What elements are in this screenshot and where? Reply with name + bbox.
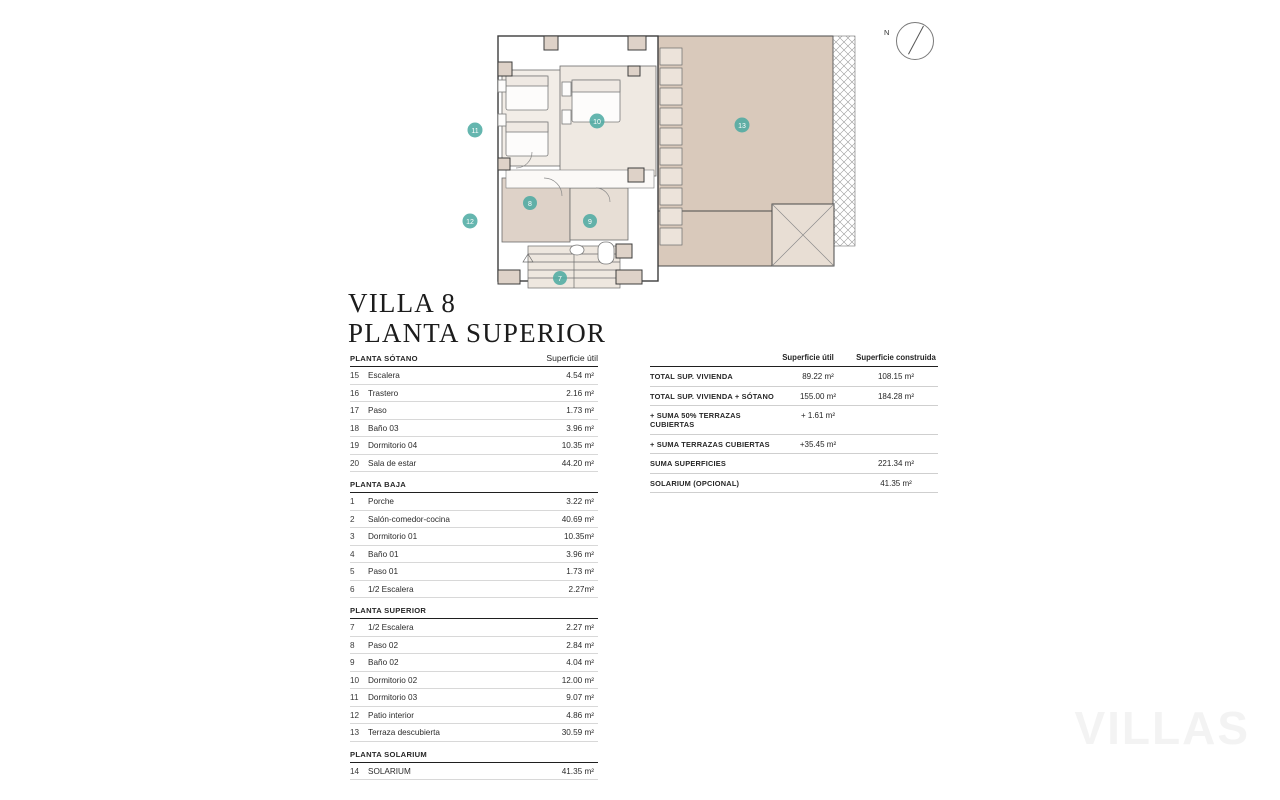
row-number: 9 [350,658,355,667]
table-row [350,763,598,781]
page-title [348,288,606,348]
totals-row-label: + SUMA TERRAZAS CUBIERTAS [650,439,770,449]
row-number: 13 [350,728,360,737]
row-label: Paso 02 [368,640,399,650]
table-row [350,672,598,690]
section-planta-solarium-rows [350,763,598,781]
totals-row-built: 41.35 m² [880,478,912,488]
totals-row-label: TOTAL SUP. VIVIENDA + SÓTANO [650,391,774,401]
row-label: Escalera [368,371,400,380]
svg-text:9: 9 [588,219,592,226]
svg-text:7: 7 [558,276,562,283]
row-label: Baño 01 [368,549,399,559]
row-number: 6 [350,584,355,594]
schedule-header-row [350,353,598,367]
svg-text:11: 11 [471,128,479,135]
row-label: Terraza descubierta [368,728,440,737]
table-row [350,402,598,420]
totals-row-useful: + 1.61 m² [800,411,835,420]
row-value: 2.27 m² [566,623,594,632]
row-label: Dormitorio 02 [368,675,418,685]
surface-schedule-table [350,353,598,780]
row-value: 44.20 m² [561,458,594,468]
totals-row-useful: +35.45 m² [799,439,837,449]
table-row [350,420,598,438]
section-title: PLANTA SOLARIUM [350,749,428,759]
totals-row-label: TOTAL SUP. VIVIENDA [650,372,733,381]
svg-text:13: 13 [738,123,746,130]
table-row [350,437,598,455]
row-value: 30.59 m² [561,728,594,737]
totals-row-useful: 155.00 m² [799,391,837,401]
row-value: 4.04 m² [566,658,594,667]
row-number: 3 [350,532,355,541]
section-sotano-rows [350,367,598,472]
row-value: 9.07 m² [566,693,594,702]
section-title: PLANTA SUPERIOR [350,606,427,615]
floor-plan-drawing [420,18,880,303]
totals-row [650,435,938,455]
compass-north-label: N [884,28,890,37]
section-planta-baja-rows [350,493,598,598]
row-number: 4 [350,549,355,559]
table-row [350,654,598,672]
table-row [350,493,598,511]
row-value: 10.35m² [563,532,594,541]
row-label: Baño 03 [368,423,399,433]
table-row [350,385,598,403]
totals-row [650,387,938,407]
row-number: 14 [350,766,360,776]
row-label: SOLARIUM [368,766,411,776]
table-row [350,619,598,637]
totals-header-useful: Superficie útil [782,353,834,362]
totals-row [650,367,938,387]
title-floor: PLANTA SUPERIOR [348,318,607,348]
row-number: 20 [350,458,360,468]
svg-text:12: 12 [466,219,474,226]
section-header-planta-baja [350,472,598,493]
row-number: 19 [350,441,360,450]
title-villa: VILLA 8 [348,288,457,318]
totals-row-label: SUMA SUPERFICIES [650,459,727,468]
schedule-header-column: Superficie útil [546,353,598,363]
schedule-header-section: PLANTA SÓTANO [350,354,418,363]
table-row [350,546,598,564]
table-row [350,511,598,529]
row-value: 40.69 m² [561,514,594,524]
totals-header-row [650,353,938,367]
row-number: 17 [350,406,360,415]
row-value: 2.16 m² [566,388,594,398]
totals-row-label: + SUMA 50% TERRAZAS CUBIERTAS [650,411,741,429]
totals-row [650,454,938,474]
svg-text:10: 10 [593,119,601,126]
table-row [350,707,598,725]
table-row [350,637,598,655]
section-planta-superior-rows [350,619,598,742]
row-number: 16 [350,388,360,398]
table-row [350,581,598,599]
totals-row-built: 221.34 m² [877,459,915,468]
table-row [350,689,598,707]
row-label: 1/2 Escalera [368,623,414,632]
totals-row-useful: 89.22 m² [802,372,834,381]
row-label: Dormitorio 03 [368,693,418,702]
table-row [350,724,598,742]
row-value: 3.96 m² [566,423,594,433]
row-label: Paso [368,406,387,415]
row-label: 1/2 Escalera [368,584,414,594]
section-title: PLANTA BAJA [350,480,407,489]
row-value: 4.54 m² [566,371,594,380]
row-label: Porche [368,497,394,506]
row-value: 1.73 m² [566,406,594,415]
row-label: Patio interior [368,710,414,720]
row-label: Paso 01 [368,567,399,576]
totals-row-built: 184.28 m² [877,391,915,401]
row-number: 11 [350,693,359,702]
row-label: Salón-comedor-cocina [368,514,450,524]
row-number: 18 [350,423,360,433]
row-value: 3.96 m² [566,549,594,559]
totals-row-built: 108.15 m² [877,372,915,381]
watermark: VILLAS [1074,702,1250,754]
compass-rose [884,20,942,70]
table-row [350,528,598,546]
row-number: 2 [350,514,355,524]
row-number: 5 [350,567,355,576]
row-number: 7 [350,623,355,632]
row-value: 4.86 m² [566,710,594,720]
row-value: 10.35 m² [561,441,594,450]
totals-row [650,406,938,435]
svg-text:8: 8 [528,201,532,208]
row-number: 1 [350,497,355,506]
table-row [350,455,598,473]
row-value: 3.22 m² [566,497,594,506]
row-value: 12.00 m² [561,675,594,685]
totals-row-label: SOLARIUM (OPCIONAL) [650,478,740,488]
row-label: Baño 02 [368,658,399,667]
row-label: Dormitorio 01 [368,532,418,541]
row-number: 8 [350,640,355,650]
row-value: 2.84 m² [566,640,594,650]
row-number: 12 [350,710,360,720]
totals-row [650,474,938,494]
totals-header-built: Superficie construida [856,353,936,362]
row-label: Dormitorio 04 [368,441,418,450]
row-number: 10 [350,675,360,685]
totals-table [650,353,938,493]
row-value: 2.27m² [568,584,594,594]
row-number: 15 [350,371,360,380]
row-value: 41.35 m² [561,766,594,776]
section-header-planta-solarium [350,742,598,763]
table-row [350,563,598,581]
table-row [350,367,598,385]
row-label: Sala de estar [368,458,417,468]
section-header-planta-superior [350,598,598,619]
row-value: 1.73 m² [566,567,594,576]
row-label: Trastero [368,388,399,398]
